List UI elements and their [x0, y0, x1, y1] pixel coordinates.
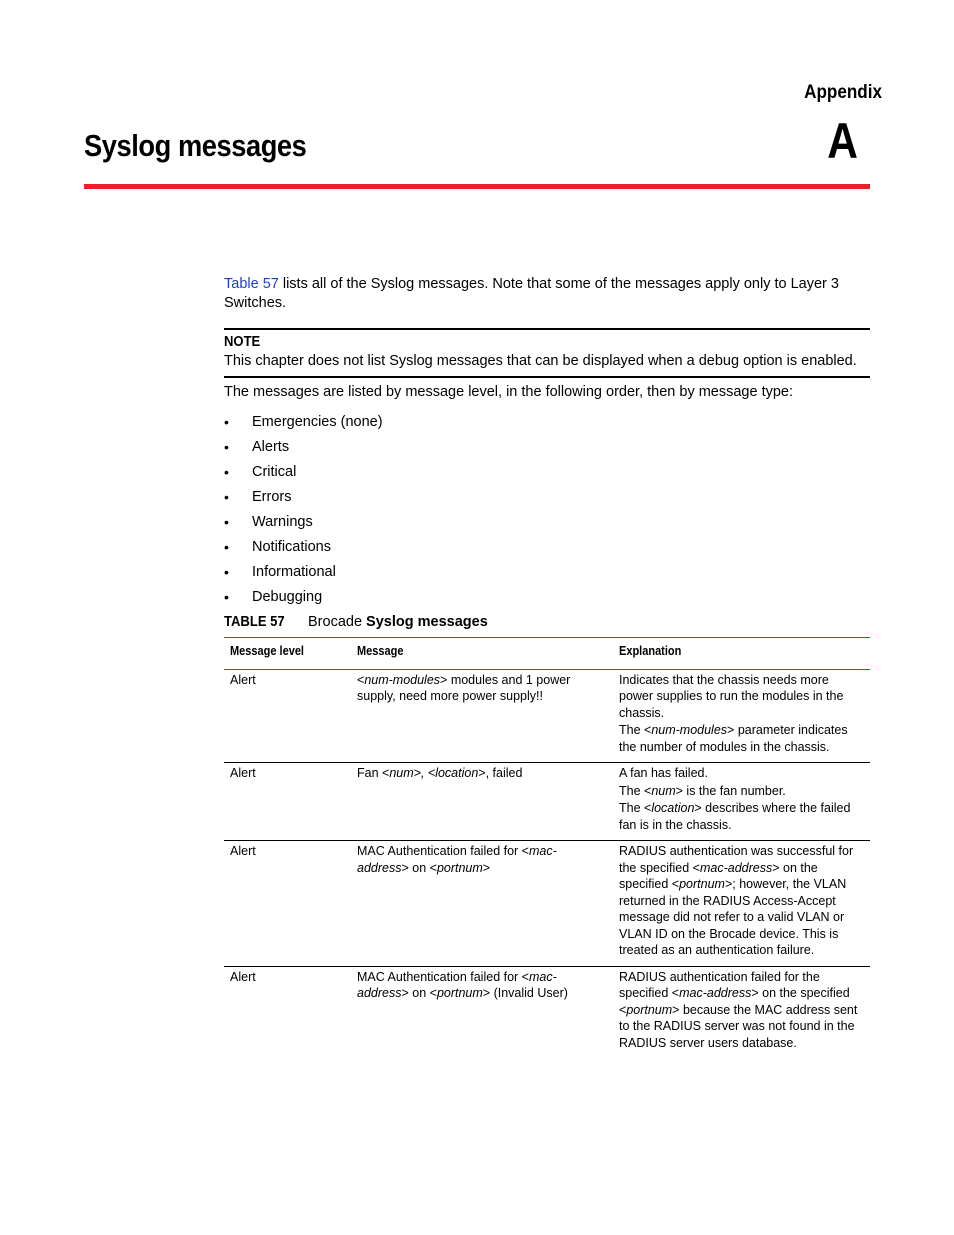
text-run: > on the specified < — [619, 860, 818, 891]
explanation-paragraph — [619, 800, 864, 833]
cell-explanation — [613, 763, 870, 841]
table-caption-prefix: Brocade — [308, 614, 367, 630]
table-caption-number: TABLE 57 — [224, 614, 285, 630]
list-item — [224, 485, 383, 510]
intro-paragraph — [224, 275, 864, 313]
explanation-paragraph — [619, 722, 864, 755]
list-item-label: Notifications — [252, 539, 331, 555]
bullet-icon: • — [224, 589, 229, 605]
table-row — [224, 669, 870, 763]
list-item — [224, 560, 383, 585]
message-level-list — [224, 410, 383, 610]
bullet-icon: • — [224, 439, 229, 455]
parameter-text: num-modules — [651, 723, 728, 737]
bullet-icon: • — [224, 464, 229, 480]
cell-message-level: Alert — [224, 669, 351, 763]
header-message: Message — [351, 638, 613, 670]
text-run: > on the specified < — [619, 986, 850, 1017]
text-run: > is the fan number. — [675, 783, 786, 798]
table-header-row — [224, 638, 870, 670]
bullet-icon: • — [224, 414, 229, 430]
cell-explanation — [613, 841, 870, 967]
list-item — [224, 460, 383, 485]
list-item-label: Debugging — [252, 589, 323, 605]
list-item-label: Emergencies (none) — [252, 414, 383, 430]
text-run: The < — [619, 723, 652, 737]
parameter-text: location — [651, 801, 695, 815]
list-item-label: Errors — [252, 489, 292, 505]
table-row — [224, 841, 870, 967]
parameter-text: >, < — [413, 766, 436, 780]
text-run: MAC Authentication failed for < — [357, 969, 529, 984]
table-57-link[interactable]: Table 57 — [224, 276, 279, 292]
text-run: > parameter indicates the number of modules in the chassis. — [619, 723, 848, 754]
parameter-text: mac-address — [357, 969, 557, 1000]
text-run: >; however, the VLAN returned in the RADIUS Access-Accept message did not refer to a valid VLAN or VLAN ID on the Brocade device. This is treated as an authentication failure. — [619, 877, 847, 957]
parameter-text: portnum — [626, 1002, 673, 1017]
text-run: > (Invalid User) — [482, 986, 568, 1000]
appendix-label: Appendix — [804, 82, 882, 103]
note-text: This chapter does not list Syslog messages that can be displayed when a debug option is enabled. — [224, 353, 857, 369]
explanation-paragraph — [619, 843, 864, 959]
parameter-text: mac-address — [679, 986, 752, 1000]
list-item-label: Informational — [252, 564, 336, 580]
table-caption-title: Syslog messages — [366, 614, 488, 630]
bullet-icon: • — [224, 564, 229, 580]
text-run: > on < — [401, 986, 437, 1000]
parameter-text: num — [389, 766, 414, 780]
text-run: The < — [619, 801, 652, 815]
list-item — [224, 435, 383, 460]
text-run: MAC Authentication failed for < — [357, 844, 529, 858]
text-run: > describes where the failed fan is in the chassis. — [619, 801, 851, 832]
cell-message — [351, 841, 613, 967]
list-item-label: Critical — [252, 464, 297, 480]
bullet-icon: • — [224, 514, 229, 530]
note-box — [224, 328, 870, 378]
text-run: < — [357, 672, 365, 687]
text-run: RADIUS authentication was successful for the specified < — [619, 844, 854, 875]
explanation-paragraph — [619, 765, 864, 782]
parameter-text: portnum — [436, 986, 483, 1000]
chapter-rule — [84, 184, 870, 189]
list-item — [224, 535, 383, 560]
table-row — [224, 966, 870, 1058]
intro-text: lists all of the Syslog messages. Note that some of the messages apply only to Layer 3 Switches. — [224, 276, 839, 311]
text-run: Fan < — [357, 766, 390, 780]
list-item-label: Alerts — [252, 439, 290, 455]
cell-message — [351, 966, 613, 1058]
list-item — [224, 585, 383, 610]
list-item — [224, 410, 383, 435]
explanation-paragraph — [619, 672, 864, 722]
text-run: >, failed — [478, 766, 523, 780]
note-title: NOTE — [224, 334, 261, 350]
cell-explanation — [613, 669, 870, 763]
text-run: > — [482, 860, 491, 875]
cell-message-level: Alert — [230, 969, 256, 984]
parameter-text: mac-address — [699, 860, 773, 875]
order-text: The messages are listed by message level, in the following order, then by message type: — [224, 384, 794, 400]
text-run: > on < — [401, 860, 437, 875]
table-row — [224, 763, 870, 841]
table-caption — [224, 614, 488, 630]
parameter-text: num-modules — [364, 672, 441, 687]
text-run: > because the MAC address sent to the RADIUS server was not found in the RADIUS server users database. — [619, 1002, 858, 1050]
cell-message — [351, 763, 613, 841]
list-item-label: Warnings — [252, 514, 313, 530]
parameter-text: portnum — [436, 860, 483, 875]
parameter-text: mac-address — [357, 844, 557, 875]
text-run: The < — [619, 783, 652, 798]
parameter-text: location — [435, 766, 479, 780]
chapter-letter: A — [827, 113, 858, 169]
cell-message-level: Alert — [224, 841, 351, 967]
header-message-level: Message level — [224, 638, 351, 670]
syslog-table — [224, 637, 870, 1058]
list-item — [224, 510, 383, 535]
cell-message-level: Alert — [224, 763, 351, 841]
text-run: RADIUS authentication failed for the specified < — [619, 969, 820, 1000]
chapter-title: Syslog messages — [84, 128, 307, 163]
parameter-text: portnum — [679, 877, 725, 891]
text-run: Indicates that the chassis needs more power supplies to run the modules in the chassis. — [619, 672, 844, 720]
text-run: > modules and 1 power supply, need more power supply!! — [357, 672, 571, 703]
header-explanation: Explanation — [613, 638, 870, 670]
cell-explanation — [613, 966, 870, 1058]
explanation-paragraph — [619, 969, 864, 1052]
bullet-icon: • — [224, 539, 229, 555]
parameter-text: num — [651, 783, 676, 798]
explanation-paragraph — [619, 783, 864, 800]
bullet-icon: • — [224, 489, 229, 505]
text-run: A fan has failed. — [619, 766, 708, 780]
cell-message — [351, 669, 613, 763]
